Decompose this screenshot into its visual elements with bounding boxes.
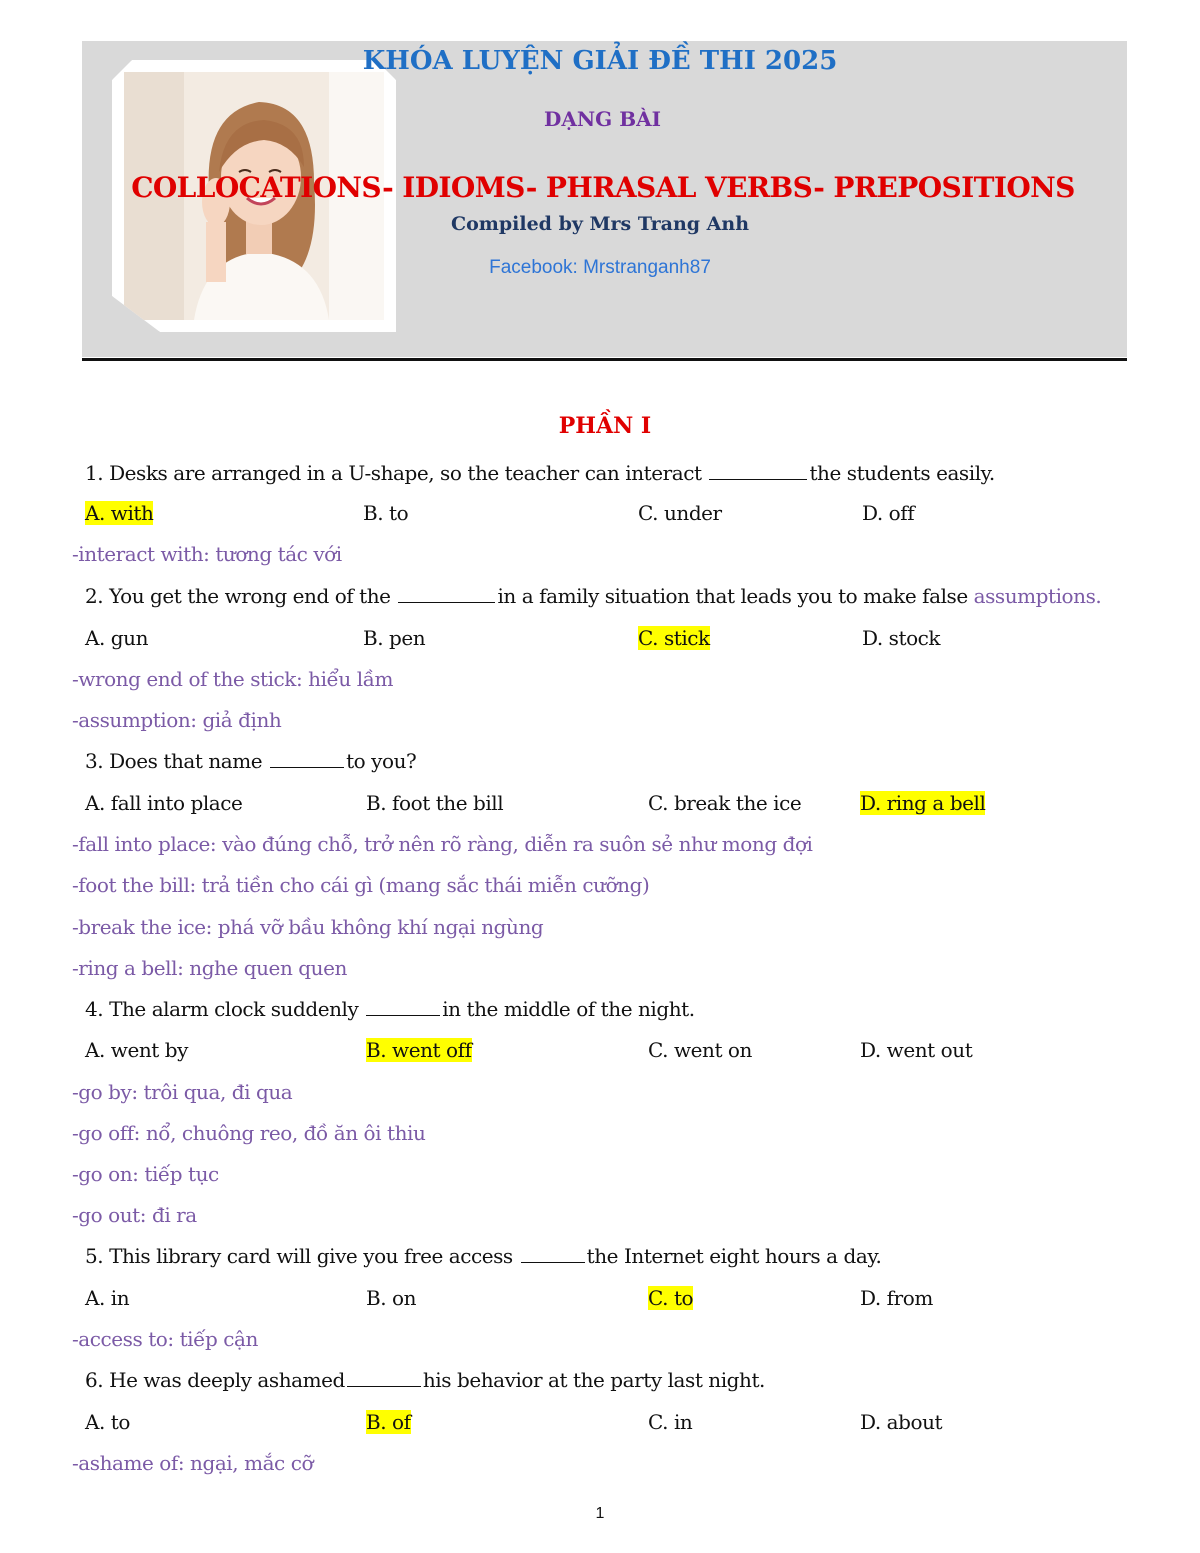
option-b[interactable]: [366, 1410, 411, 1434]
question-3: [85, 749, 416, 773]
option-d[interactable]: D. about: [860, 1410, 943, 1434]
question-6: [85, 1368, 765, 1392]
course-title: KHÓA LUYỆN GIẢI ĐỀ THI 2025: [362, 46, 838, 76]
option-d[interactable]: D. from: [860, 1286, 933, 1310]
topic-title: COLLOCATIONS- IDIOMS- PHRASAL VERBS- PREPOSITIONS: [131, 171, 1075, 204]
answer-blank: [270, 766, 344, 768]
explanation-note: -break the ice: phá vỡ bầu không khí ngại ngùng: [72, 915, 544, 939]
explanation-note: -fall into place: vào đúng chỗ, trở nên rõ ràng, diễn ra suôn sẻ như mong đợi: [72, 832, 813, 856]
header-divider: [82, 358, 1127, 361]
option-c[interactable]: [638, 626, 710, 650]
question-5: [85, 1244, 881, 1268]
option-a[interactable]: A. in: [85, 1286, 130, 1310]
question-stem: 4. The alarm clock suddenly: [85, 997, 365, 1021]
question-4: [85, 997, 695, 1021]
explanation-note: -assumption: giả định: [72, 708, 282, 732]
question-stem-end: in a family situation that leads you to make false: [497, 584, 974, 608]
question-stem-end: to you?: [346, 749, 417, 773]
question-1: [85, 461, 995, 485]
question-stem: 2. You get the wrong end of the: [85, 584, 397, 608]
correct-answer: A. with: [85, 501, 154, 525]
answer-blank: [347, 1385, 421, 1387]
option-a[interactable]: A. to: [85, 1410, 130, 1434]
option-c[interactable]: C. break the ice: [648, 791, 802, 815]
option-b[interactable]: B. pen: [363, 626, 426, 650]
answer-blank: [709, 478, 807, 480]
option-a[interactable]: A. went by: [85, 1038, 188, 1062]
explanation-note: -go on: tiếp tục: [72, 1162, 219, 1186]
question-stem: 3. Does that name: [85, 749, 269, 773]
answer-blank: [366, 1014, 440, 1016]
explanation-note: -go out: đi ra: [72, 1203, 197, 1227]
option-c[interactable]: C. under: [638, 501, 722, 525]
answer-blank: [398, 601, 495, 603]
option-b[interactable]: B. to: [363, 501, 409, 525]
explanation-note: -interact with: tương tác với: [72, 542, 342, 566]
option-b[interactable]: B. foot the bill: [366, 791, 504, 815]
option-d[interactable]: [860, 791, 985, 815]
option-b[interactable]: [366, 1038, 472, 1062]
option-a[interactable]: A. gun: [85, 626, 149, 650]
explanation-note: -access to: tiếp cận: [72, 1327, 258, 1351]
question-stem-end: his behavior at the party last night.: [422, 1368, 765, 1392]
explanation-note: -go by: trôi qua, đi qua: [72, 1080, 293, 1104]
option-c[interactable]: C. in: [648, 1410, 693, 1434]
question-stem-end: the students easily.: [809, 461, 995, 485]
answer-blank: [521, 1261, 585, 1263]
correct-answer: D. ring a bell: [860, 791, 986, 815]
option-a[interactable]: [85, 501, 153, 525]
page-number: 1: [595, 1505, 605, 1522]
option-d[interactable]: D. off: [862, 501, 915, 525]
explanation-note: -ashame of: ngại, mắc cỡ: [72, 1451, 314, 1475]
option-d[interactable]: D. stock: [862, 626, 941, 650]
question-stem-end: in the middle of the night.: [442, 997, 695, 1021]
explanation-note: -foot the bill: trả tiền cho cái gì (mang sắc thái miễn cưỡng): [72, 873, 650, 897]
option-b[interactable]: B. on: [366, 1286, 417, 1310]
option-c[interactable]: [648, 1286, 693, 1310]
compiled-by: Compiled by Mrs Trang Anh: [450, 213, 750, 235]
option-c[interactable]: C. went on: [648, 1038, 752, 1062]
question-2: [85, 584, 1101, 608]
correct-answer: C. stick: [638, 626, 710, 650]
option-a[interactable]: A. fall into place: [85, 791, 243, 815]
explanation-note: -go off: nổ, chuông reo, đồ ăn ôi thiu: [72, 1121, 426, 1145]
facebook-link[interactable]: Facebook: Mrstranganh87: [489, 257, 711, 278]
question-stem: 5. This library card will give you free access: [85, 1244, 519, 1268]
correct-answer: B. went off: [366, 1038, 472, 1062]
explanation-note: -ring a bell: nghe quen quen: [72, 956, 347, 980]
highlighted-word: assumptions.: [973, 584, 1102, 608]
question-stem: 6. He was deeply ashamed: [85, 1368, 345, 1392]
correct-answer: C. to: [648, 1286, 694, 1310]
question-stem: 1. Desks are arranged in a U-shape, so the teacher can interact: [85, 461, 708, 485]
question-stem-end: the Internet eight hours a day.: [586, 1244, 882, 1268]
explanation-note: -wrong end of the stick: hiểu lầm: [72, 667, 394, 691]
section-title: PHẦN I: [558, 413, 652, 439]
option-d[interactable]: D. went out: [860, 1038, 973, 1062]
correct-answer: B. of: [366, 1410, 411, 1434]
type-label: DẠNG BÀI: [544, 107, 661, 131]
